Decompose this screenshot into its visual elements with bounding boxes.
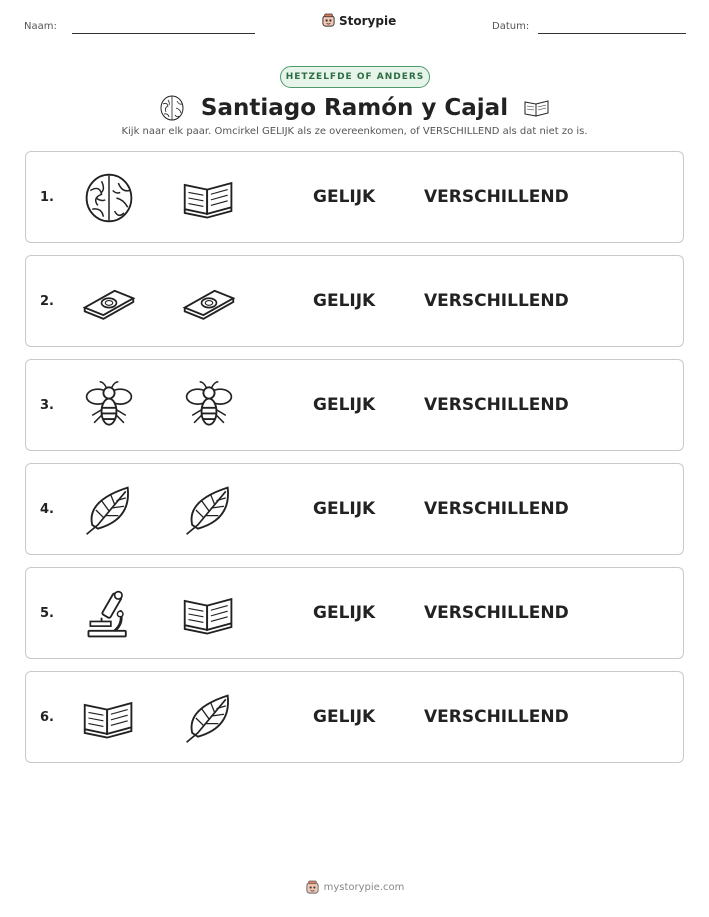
category-badge: HETZELFDE OF ANDERS [280,66,430,88]
bee-icon [80,378,138,434]
option-same[interactable]: GELIJK [313,603,376,623]
option-same[interactable]: GELIJK [313,291,376,311]
worksheet-header [0,0,709,50]
name-line [72,33,255,34]
pair-number: 2. [40,294,54,309]
leaf-icon [180,690,238,746]
bee-icon [180,378,238,434]
book-icon [180,586,238,642]
brain-icon [157,93,187,123]
option-different[interactable]: VERSCHILLEND [424,291,569,311]
option-different[interactable]: VERSCHILLEND [424,603,569,623]
leaf-icon [80,482,138,538]
date-label: Datum: [492,21,530,32]
title-row [0,92,709,124]
pair-number: 6. [40,710,54,725]
footer [0,880,709,895]
slide-icon [180,274,238,330]
option-same[interactable]: GELIJK [313,707,376,727]
microscope-icon [80,586,138,642]
date-line [538,33,686,34]
brain-icon [80,170,138,226]
mascot-icon [321,13,336,28]
option-different[interactable]: VERSCHILLEND [424,499,569,519]
leaf-icon [180,482,238,538]
pair-number: 3. [40,398,54,413]
book-icon [80,690,138,746]
name-label: Naam: [24,21,57,32]
brand-logo [321,13,396,28]
option-different[interactable]: VERSCHILLEND [424,187,569,207]
mascot-icon [305,880,320,895]
pair-card [25,255,684,347]
pair-number: 5. [40,606,54,621]
pair-card [25,463,684,555]
option-same[interactable]: GELIJK [313,187,376,207]
option-different[interactable]: VERSCHILLEND [424,395,569,415]
pair-card [25,567,684,659]
page-title: Santiago Ramón y Cajal [200,95,509,121]
brand-name: Storypie [339,13,397,28]
pair-number: 4. [40,502,54,517]
option-same[interactable]: GELIJK [313,499,376,519]
pair-card [25,671,684,763]
option-same[interactable]: GELIJK [313,395,376,415]
footer-url: mystorypie.com [323,882,405,893]
instructions: Kijk naar elk paar. Omcirkel GELIJK als ze overeenkomen, of VERSCHILLEND als dat niet zo is. [121,126,588,137]
option-different[interactable]: VERSCHILLEND [424,707,569,727]
book-icon [180,170,238,226]
slide-icon [80,274,138,330]
pair-card [25,151,684,243]
pair-card [25,359,684,451]
book-icon [522,93,552,123]
pair-number: 1. [40,190,54,205]
